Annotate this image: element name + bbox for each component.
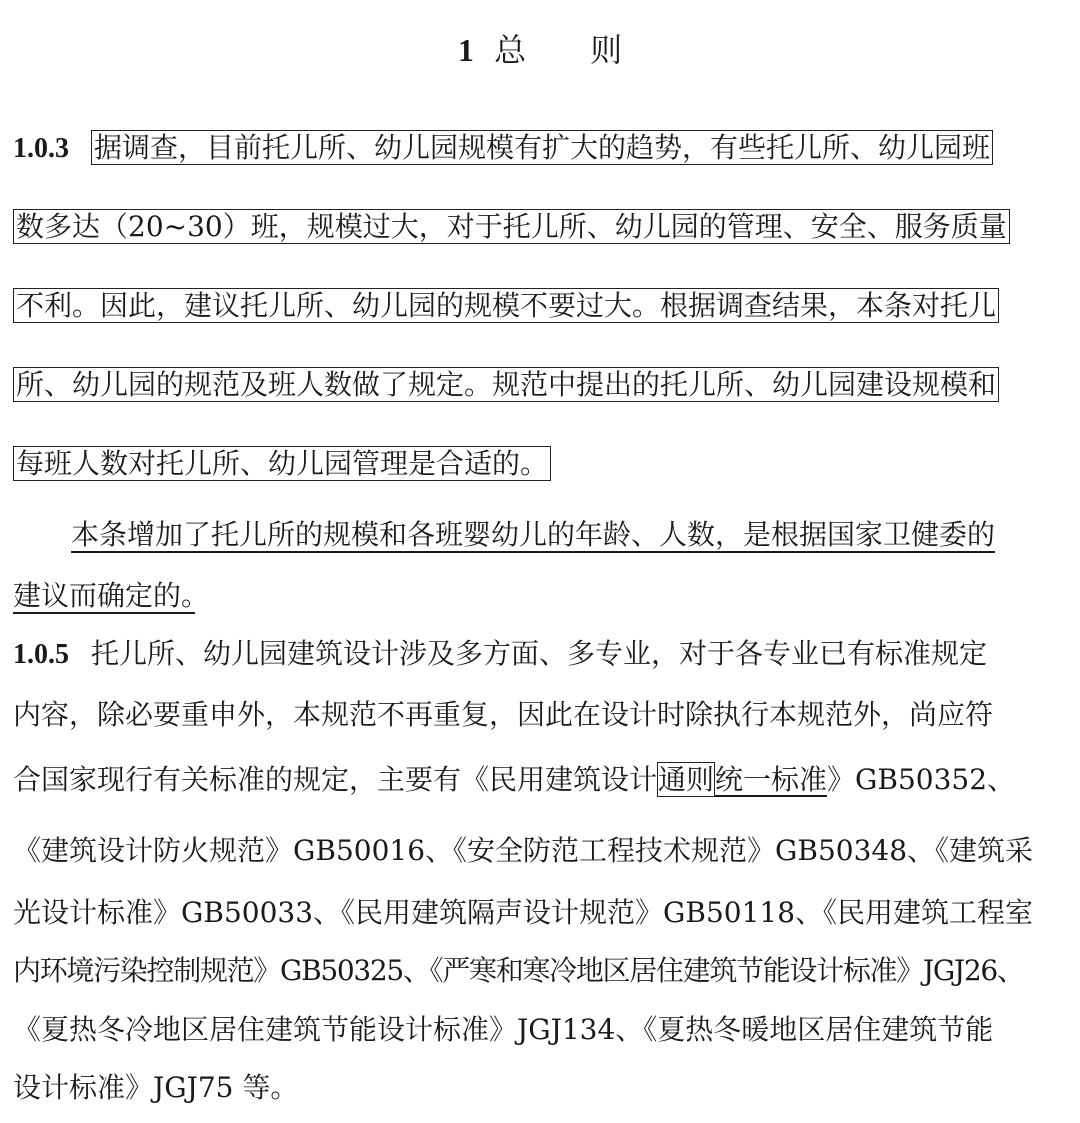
clause-105-number: 1.0.5 (13, 639, 69, 670)
clause-103-line-5 (13, 444, 551, 484)
inserted-text-segment: 建议而确定的。 (13, 579, 196, 612)
deleted-text-segment: 所、幼儿园的规范及班人数做了规定。规范中提出的托儿所、幼儿园建设规模和 (13, 367, 999, 402)
paragraph-text: 《夏热冬冷地区居住建筑节能设计标准》JGJ134、《夏热冬暖地区居住建筑节能 (13, 1013, 994, 1046)
section-title: 总 则 (494, 31, 623, 69)
clause-103-line-1 (13, 128, 993, 168)
deleted-text-segment: 数多达（20~30）班，规模过大，对于托儿所、幼儿园的管理、安全、服务质量 (13, 209, 1010, 244)
paragraph-text: 《建筑设计防火规范》GB50016、《安全防范工程技术规范》GB50348、《建筑采 (13, 834, 1034, 867)
paragraph-text: 》GB50352、 (827, 763, 1016, 796)
clause-105-line-7 (13, 1010, 993, 1050)
inserted-text-segment: 本条增加了托儿所的规模和各班婴幼儿的年龄、人数，是根据国家卫健委的 (71, 518, 996, 551)
added-text-line-1 (71, 515, 995, 555)
paragraph-text: 设计标准》JGJ75 等。 (13, 1071, 299, 1104)
deleted-text-segment: 据调查，目前托儿所、幼儿园规模有扩大的趋势，有些托儿所、幼儿园班 (91, 130, 993, 165)
clause-105-line-2 (13, 695, 993, 735)
paragraph-text: 光设计标准》GB50033、《民用建筑隔声设计规范》GB50118、《民用建筑工程室 (13, 896, 1034, 929)
clause-103-line-4 (13, 365, 999, 405)
clause-103-line-3 (13, 286, 999, 326)
deleted-text-segment: 不利。因此，建议托儿所、幼儿园的规模不要过大。根据调查结果，本条对托儿 (13, 288, 999, 323)
clause-105-line-8 (13, 1068, 298, 1108)
clause-105-line-3 (13, 760, 1015, 800)
clause-103-number: 1.0.3 (13, 133, 69, 164)
deleted-word: 通则 (658, 763, 715, 796)
paragraph-text: 内环境污染控制规范》GB50325、《严寒和寒冷地区居住建筑节能设计标准》JGJ26、 (13, 954, 1024, 987)
paragraph-text: 托儿所、幼儿园建筑设计涉及多方面、多专业，对于各专业已有标准规定 (91, 637, 988, 670)
clause-105-line-6 (13, 951, 1024, 991)
section-heading (0, 26, 1080, 74)
section-number: 1 (457, 32, 474, 68)
deleted-text-segment: 每班人数对托儿所、幼儿园管理是合适的。 (13, 446, 551, 481)
paragraph-text: 合国家现行有关标准的规定，主要有《民用建筑设计 (13, 763, 658, 796)
paragraph-text: 内容，除必要重申外，本规范不再重复，因此在设计时除执行本规范外，尚应符 (13, 698, 994, 731)
clause-103-line-2 (13, 207, 1010, 247)
added-text-line-2 (13, 576, 223, 616)
inserted-word: 统一标准 (715, 763, 828, 796)
clause-105-line-5 (13, 893, 1033, 933)
clause-105-line-1 (13, 634, 987, 674)
clause-105-line-4 (13, 831, 1033, 871)
